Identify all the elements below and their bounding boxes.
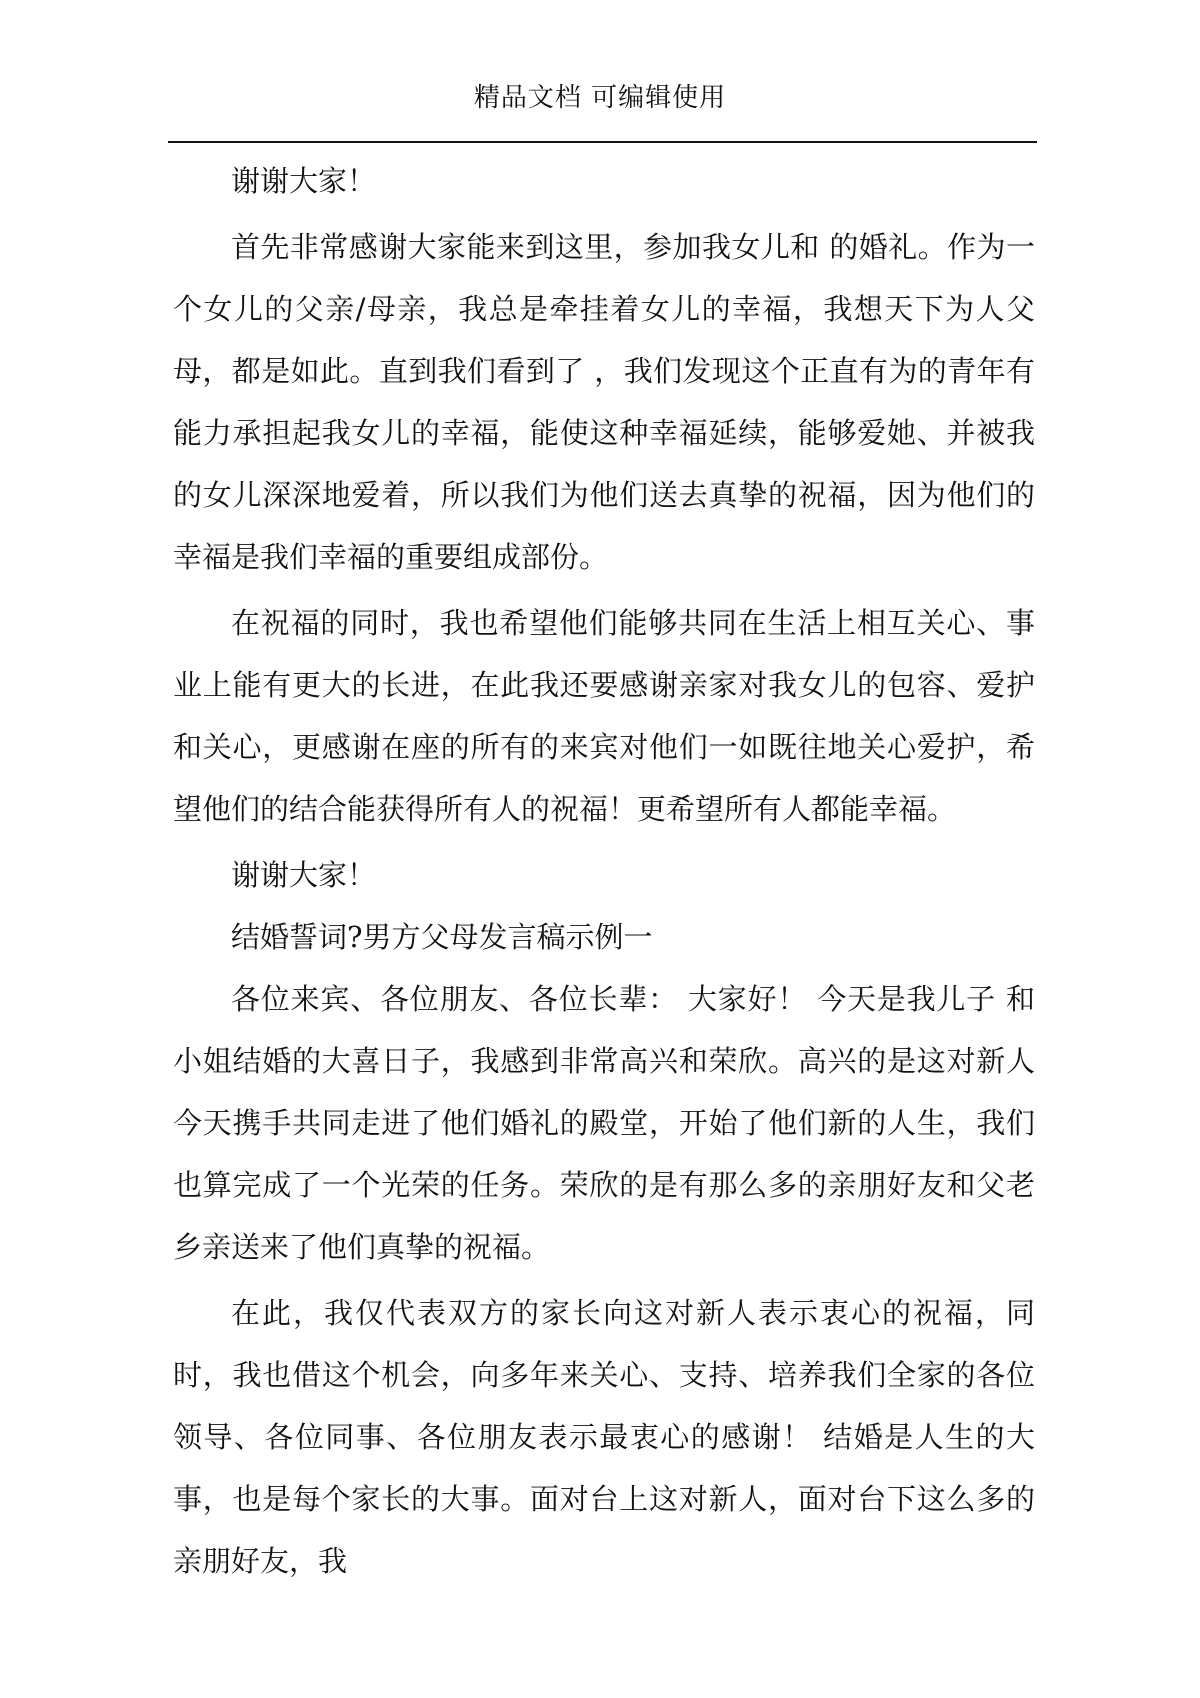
header-divider [168, 141, 1037, 143]
page-header: 精品文档 可编辑使用 [473, 83, 727, 113]
document-body [173, 150, 1035, 1592]
paragraph-blessing: 在祝福的同时，我也希望他们能够共同在生活上相互关心、事业上能有更大的长进，在此我还要感谢亲家对我女儿的包容、爱护和关心，更感谢在座的所有的来宾对他们一如既往地关心爱护，希望他们的结合能获得所有人的祝福！更希望所有人都能幸福。 [173, 606, 1035, 826]
paragraph-opening: 首先非常感谢大家能来到这里，参加我女儿和 的婚礼。作为一个女儿的父亲/母亲，我总是牵挂着女儿的幸福，我想天下为人父母，都是如此。直到我们看到了 ，我们发现这个正直有为的青年有能力承担起我女儿的幸福，能使这种幸福延续，能够爱她、并被我的女儿深深地爱着，所以我们为他们送去真挚的祝福，因为他们的幸福是我们幸福的重要组成部份。 [173, 230, 1035, 574]
paragraph-groom-parent-thanks: 在此，我仅代表双方的家长向这对新人表示衷心的祝福，同时，我也借这个机会，向多年来关心、支持、培养我们全家的各位领导、各位同事、各位朋友表示最衷心的感谢！ 结婚是人生的大事，也是每个家长的大事。面对台上这对新人，面对台下这么多的亲朋好友，我 [173, 1296, 1035, 1578]
paragraph-thanks-1: 谢谢大家！ [231, 164, 377, 198]
section-heading: 结婚誓词?男方父母发言稿示例一 [231, 920, 653, 954]
paragraph-groom-parent-opening: 各位来宾、各位朋友、各位长辈： 大家好！ 今天是我儿子 和 小姐结婚的大喜日子，我感到非常高兴和荣欣。高兴的是这对新人今天携手共同走进了他们婚礼的殿堂，开始了他们新的人生，我们也算完成了一个光荣的任务。荣欣的是有那么多的亲朋好友和父老乡亲送来了他们真挚的祝福。 [173, 982, 1035, 1264]
paragraph-thanks-2: 谢谢大家！ [231, 858, 377, 892]
